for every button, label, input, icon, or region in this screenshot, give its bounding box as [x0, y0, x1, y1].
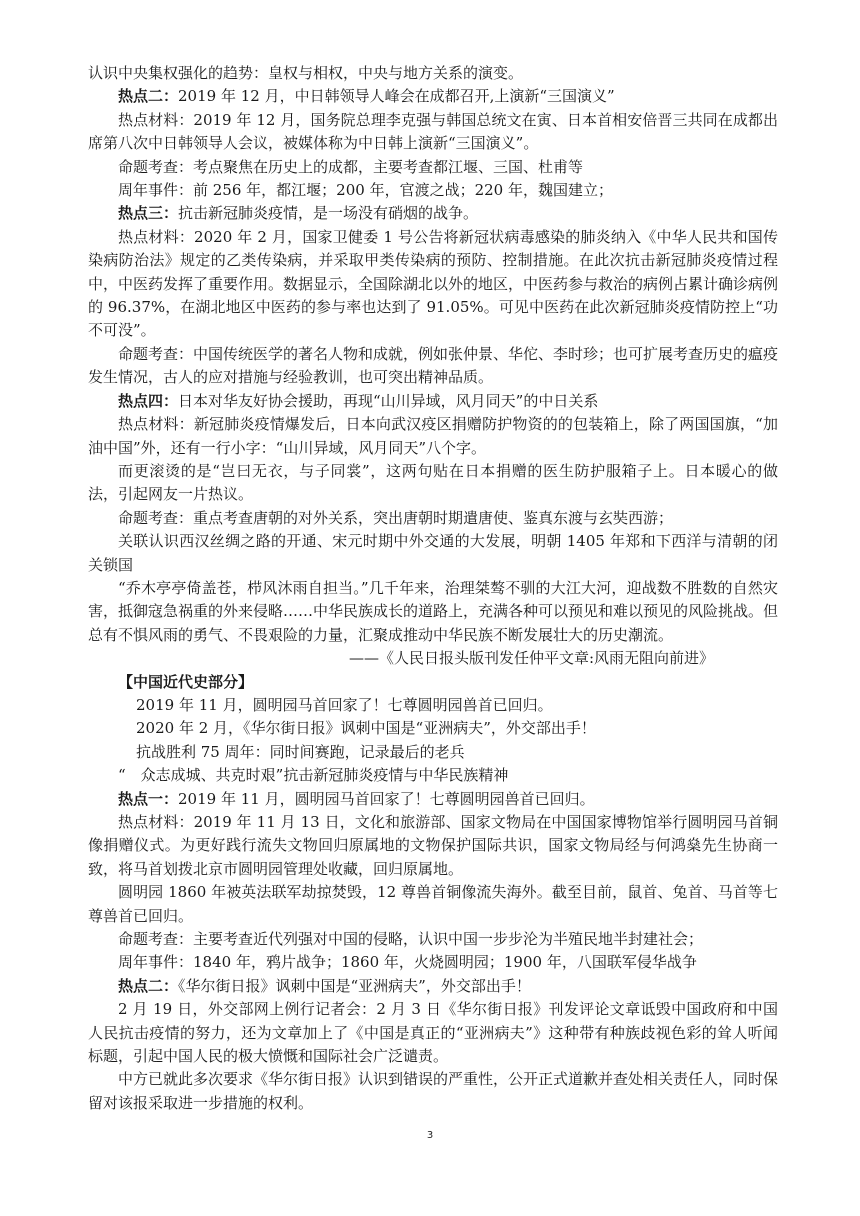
- hotspot-heading: 热点一：2019 年 11 月，圆明园马首回家了！七尊圆明园兽首已回归。: [118, 789, 595, 808]
- topic-line: 2020 年 2 月，《华尔街日报》讽刺中国是“亚洲病夫”，外交部出手！: [136, 719, 596, 738]
- paragraph: 关联认识西汉丝绸之路的开通、宋元时期中外交通的大发展，明朝 1405 年郑和下西洋与清朝的闭关锁国: [88, 532, 778, 574]
- paragraph: 认识中央集权强化的趋势：皇权与相权，中央与地方关系的演变。: [88, 64, 524, 82]
- paragraph: 命题考查：考点聚焦在历史上的成都，主要考查都江堰、三国、杜甫等: [118, 157, 584, 176]
- hotspot-heading: 热点三：抗击新冠肺炎疫情，是一场没有硝烟的战争。: [118, 204, 479, 223]
- hotspot-heading: 热点二：《华尔街日报》讽刺中国是“亚洲病夫”，外交部出手！: [118, 976, 531, 995]
- paragraph: 而更滚烫的是“岂曰无衣，与子同裳”，这两句贴在日本捐赠的医生防护服箱子上。日本暖心的做法，引起网友一片热议。: [88, 461, 778, 504]
- paragraph: 中方已就此多次要求《华尔街日报》认识到错误的严重性，公开正式道歉并查处相关责任人，同时保留对该报采取进一步措施的权利。: [88, 1070, 779, 1112]
- topic-line: 2019 年 11 月，圆明园马首回家了！七尊圆明园兽首已回归。: [136, 695, 553, 714]
- paragraph: 周年事件：1840 年，鸦片战争；1860 年，火烧圆明园；1900 年，八国联军侵华战争: [118, 953, 697, 972]
- topic-line: “ 众志成城、共克时艰”抗击新冠肺炎疫情与中华民族精神: [118, 766, 509, 785]
- paragraph: 热点材料：新冠肺炎疫情爆发后，日本向武汉疫区捐赠防护物资的的包装箱上，除了两国国旗，“加油中国”外，还有一行小字：“山川异域，风月同天”八个字。: [88, 415, 778, 457]
- paragraph: 热点材料：2020 年 2 月，国家卫健委 1 号公告将新冠状病毒感染的肺炎纳入《中华人民共和国传染病防治法》规定的乙类传染病，并采取甲类传染病的预防、控制措施。在此次抗击新冠肺炎疫情过程中，中医药发挥了重要作用。数据显示，全国除湖北以外的地区，中医药参与救治的病例占累计确诊病例的 96.37%，在湖北地区中医药的参与率也达到了 91.05%。可见中医药在此次新冠肺炎疫情防控上“功不可没”。: [88, 227, 779, 340]
- paragraph: 圆明园 1860 年被英法联军劫掠焚毁，12 尊兽首铜像流失海外。截至目前，鼠首、兔首、马首等七尊兽首已回归。: [88, 883, 778, 925]
- paragraph: 热点材料：2019 年 11 月 13 日，文化和旅游部、国家文物局在中国国家博物馆举行圆明园马首铜像捐赠仪式。为更好践行流失文物回归原属地的文物保护国际共识，国家文物局经与何鸿燊先生协商一致，将马首划拨北京市圆明园管理处收藏，回归原属地。: [88, 813, 778, 878]
- paragraph: 2 月 19 日，外交部网上例行记者会：2 月 3 日《华尔街日报》刊发评论文章诋毁中国政府和中国人民抗击疫情的努力，还为文章加上了《中国是真正的“亚洲病夫”》这种带有种族歧视色彩的耸人听闻标题，引起中国人民的极大愤慨和国际社会广泛谴责。: [88, 1000, 778, 1066]
- section-heading: 【中国近代史部分】: [118, 672, 254, 691]
- paragraph: 命题考查：主要考查近代列强对中国的侵略，认识中国一步步沦为半殖民地半封建社会；: [118, 930, 704, 949]
- quote-paragraph: “乔木亭亭倚盖苍，栉风沐雨自担当。”几千年来，治理桀骜不驯的大江大河，迎战数不胜数的自然灾害，抵御寇急祸重的外来侵略……中华民族成长的道路上，充满各种可以预见和难以预见的风险挑战。但总有不惧风雨的勇气、不畏艰险的力量，汇聚成推动中华民族不断发展壮大的历史潮流。: [88, 578, 779, 644]
- hotspot-heading: 热点四：日本对华友好协会援助，再现“山川异域，风月同天”的中日关系: [118, 391, 599, 410]
- paragraph: 命题考查：重点考查唐朝的对外关系，突出唐朝时期遣唐使、鉴真东渡与玄奘西游；: [118, 508, 674, 527]
- paragraph: 周年事件：前 256 年，都江堰；200 年，官渡之战；220 年，魏国建立；: [118, 181, 613, 200]
- paragraph: 热点材料：2019 年 12 月，国务院总理李克强与韩国总统文在寅、日本首相安倍晋三共同在成都出席第八次中日韩领导人会议，被媒体称为中日韩上演新“三国演义”。: [88, 110, 778, 153]
- page-number: 3: [426, 1130, 434, 1141]
- document-body: [88, 62, 778, 1115]
- paragraph: 命题考查：中国传统医学的著名人物和成就，例如张仲景、华佗、李时珍；也可扩展考查历史的瘟疫发生情况，古人的应对措施与经验教训，也可突出精神品质。: [88, 344, 779, 387]
- topic-line: 抗战胜利 75 周年：同时间赛跑，记录最后的老兵: [136, 742, 465, 761]
- hotspot-heading: 热点二：2019 年 12 月，中日韩领导人峰会在成都召开,上演新“三国演义”: [118, 87, 615, 106]
- quote-source: ——《人民日报头版刊发任仲平文章:风雨无阻向前进》: [348, 649, 714, 668]
